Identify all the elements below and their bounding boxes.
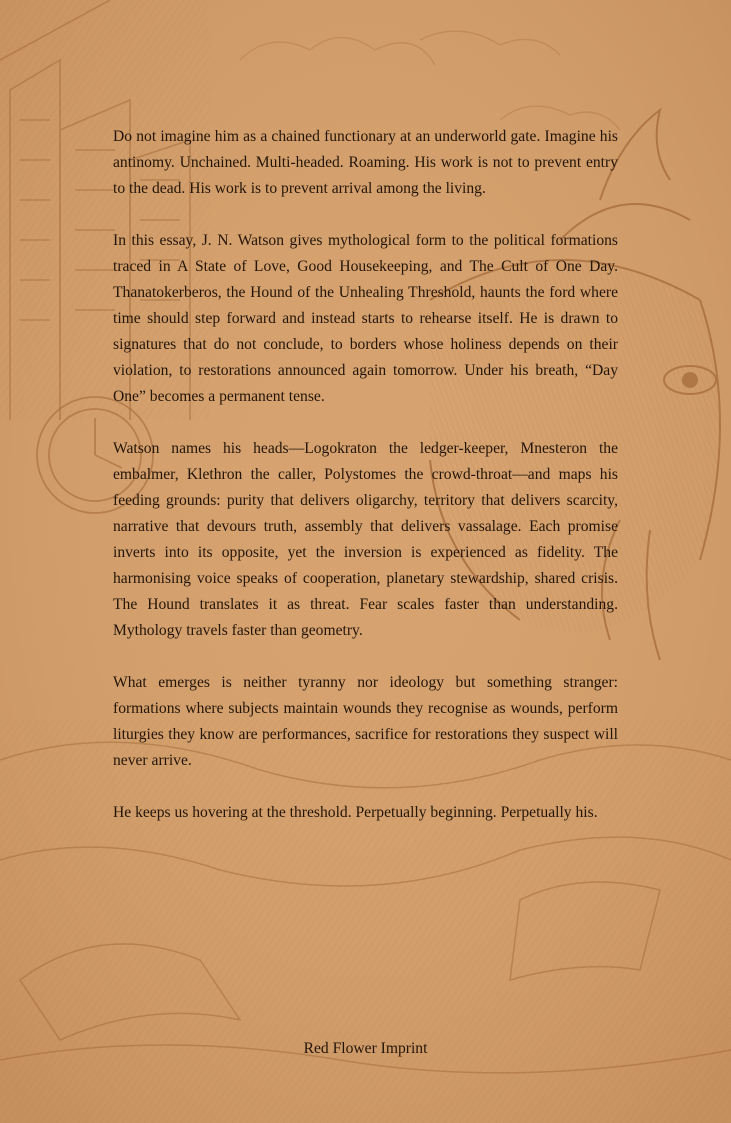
- blurb-paragraph-1: Do not imagine him as a chained functionary at an underworld gate. Imagine his antinomy. Unchained. Multi-headed. Roaming. His work is not to prevent entry to the dead. His work is to prevent arrival among the living.: [113, 128, 618, 197]
- back-cover-text: [113, 124, 618, 852]
- blurb-paragraph-2: In this essay, J. N. Watson gives mythological form to the political formations traced in A State of Love, Good Housekeeping, and The Cult of One Day. Thanatokerberos, the Hound of the Unhealing Threshold, haunts the ford where time should step forward and instead starts to rehearse itself. He is drawn to signatures that do not conclude, to borders whose holiness depends on their violation, to restorations announced again tomorrow. Under his breath, “Day One” becomes a permanent tense.: [113, 232, 618, 405]
- blurb-paragraph-4: What emerges is neither tyranny nor ideology but something stranger: formations where subjects maintain wounds they recognise as wounds, perform liturgies they know are performances, sacrifice for restorations they suspect will never arrive.: [113, 674, 618, 769]
- publisher-imprint: Red Flower Imprint: [303, 1040, 428, 1057]
- blurb-paragraph-5: He keeps us hovering at the threshold. Perpetually beginning. Perpetually his.: [113, 804, 598, 821]
- blurb-paragraph-3: Watson names his heads—Logokraton the ledger-keeper, Mnesteron the embalmer, Klethron the caller, Polystomes the crowd-throat—and maps his feeding grounds: purity that delivers oligarchy, territory that delivers scarcity, narrative that devours truth, assembly that delivers vassalage. Each promise inverts into its opposite, yet the inversion is experienced as fidelity. The harmonising voice speaks of cooperation, planetary stewardship, shared crisis. The Hound translates it as threat. Fear scales faster than understanding. Mythology travels faster than geometry.: [113, 440, 618, 639]
